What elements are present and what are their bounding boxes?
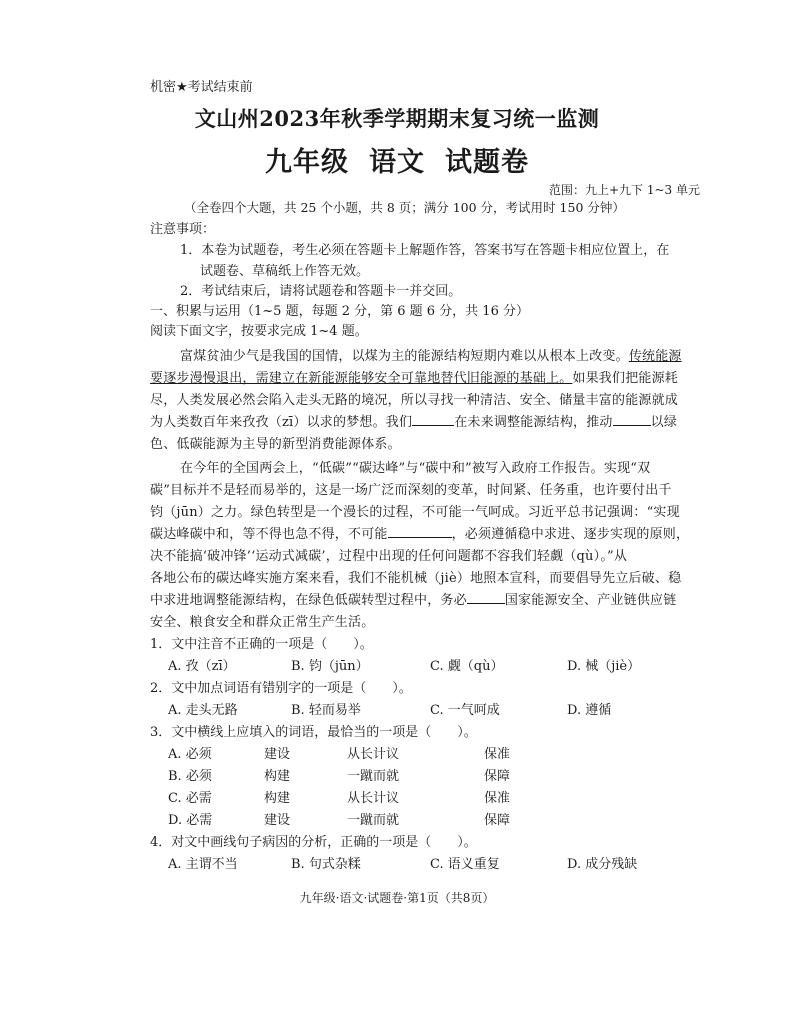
passage-line: 在今年的全国两会上，“低碳”“碳达峰”与“碳中和”被写入政府工作报告。实现“双 xyxy=(180,461,651,476)
question-3-row-c-4: 保准 xyxy=(484,791,511,806)
question-3-row-a-4: 保准 xyxy=(484,747,511,762)
question-3-row-d-4: 保障 xyxy=(484,813,511,828)
question-3-row-d-1: D. 必需 xyxy=(168,813,213,828)
question-2-option-b: B. 轻而易举 xyxy=(291,703,361,718)
confidential-label: 机密★考试结束前 xyxy=(150,80,253,95)
passage-line: 中求进地调整能源结构，在绿色低碳转型过程中，务必 国家能源安全、产业链供应链 xyxy=(150,593,677,608)
subtitle-grade: 九年级 xyxy=(265,147,349,178)
passage-line: 各地公布的碳达峰实施方案来看，我们不能机械（jiè）地照本宣科，而要倡导先立后破、稳 xyxy=(150,571,682,586)
question-4-option-c: C. 语义重复 xyxy=(430,857,500,872)
fill-blank xyxy=(613,413,651,426)
subtitle-type: 试题卷 xyxy=(445,147,529,178)
question-4-stem: 4．对文中画线句子病因的分析，正确的一项是（ ）。 xyxy=(150,835,477,850)
note-1-line-1: 1．本卷为试题卷，考生必须在答题卡上解题作答，答案书写在答题卡相应位置上，在 xyxy=(180,243,670,258)
underlined-sentence: 传统能源 xyxy=(628,349,682,364)
notes-heading: 注意事项： xyxy=(150,222,216,237)
question-3-row-b-3: 一蹴而就 xyxy=(347,769,400,784)
exam-range: 范围：九上+九下 1~3 单元 xyxy=(549,183,701,197)
note-2: 2．考试结束后，请将试题卷和答题卡一并交回。 xyxy=(180,284,462,299)
passage-line: 碳达峰碳中和，等不得也急不得，不可能 ，必须遵循稳中求进、逐步实现的原则， xyxy=(150,527,690,542)
passage-line: 要逐步漫慢退出，需建立在新能源能够安全可靠地替代旧能源的基础上。如果我们把能源耗 xyxy=(150,371,679,386)
question-3-row-d-3: 一蹴而就 xyxy=(347,813,400,828)
question-1-stem: 1．文中注音不正确的一项是（ ）。 xyxy=(150,637,373,652)
subtitle-subject: 语文 xyxy=(369,147,425,178)
question-1-option-a: A. 孜（zī） xyxy=(168,659,236,674)
exam-title: 文山州2023年秋季学期期末复习统一监测 xyxy=(194,106,600,131)
note-1-line-2: 试题卷、草稿纸上作答无效。 xyxy=(200,264,370,279)
passage-line: 安全、粮食安全和群众正常生产生活。 xyxy=(150,615,375,630)
reading-instruction: 阅读下面文字，按要求完成 1~4 题。 xyxy=(150,324,368,339)
question-2-option-d: D. 遵循 xyxy=(567,703,612,718)
question-3-row-b-4: 保障 xyxy=(484,769,511,784)
question-3-row-a-3: 从长计议 xyxy=(347,747,400,762)
question-3-row-a-1: A. 必须 xyxy=(168,747,212,762)
passage-line: 富煤贫油少气是我国的国情，以煤为主的能源结构短期内难以从根本上改变。传统能源 xyxy=(180,349,682,364)
passage-line: 色、低碳能源为主导的新型消费能源体系。 xyxy=(150,437,401,452)
question-4-option-b: B. 句式杂糅 xyxy=(291,857,361,872)
passage-line: 尽，人类发展必然会陷入走头无路的境况，所以寻找一种清洁、安全、储量丰富的能源就成 xyxy=(150,393,679,408)
passage-line: 为人类数百年来孜孜（zī）以求的梦想。我们 在未来调整能源结构，推动 以绿 xyxy=(150,415,678,430)
question-3-row-a-2: 建设 xyxy=(264,747,291,762)
page-footer: 九年级·语文·试题卷·第1页（共8页） xyxy=(299,891,495,905)
passage-line: 决不能搞‘破冲锋’‘运动式减碳’，过程中出现的任何问题都不容我们轻觑（qù）。”从 xyxy=(150,549,628,564)
question-1-option-d: D. 械（jiè） xyxy=(567,659,641,674)
question-2-stem: 2．文中加点词语有错别字的一项是（ ）。 xyxy=(150,681,412,696)
fill-blank xyxy=(467,591,505,604)
question-3-row-c-2: 构建 xyxy=(264,791,291,806)
question-3-row-c-3: 从长计议 xyxy=(347,791,400,806)
question-4-option-d: D. 成分残缺 xyxy=(567,857,638,872)
underlined-sentence: 要逐步漫慢退出，需建立在新能源能够安全可靠地替代旧能源的基础上。 xyxy=(150,371,573,386)
exam-subtitle xyxy=(0,140,794,179)
question-3-row-b-2: 构建 xyxy=(264,769,291,784)
exam-info: （全卷四个大题，共 25 个小题，共 8 页；满分 100 分，考试用时 150 分钟） xyxy=(184,200,625,215)
question-4-option-a: A. 主谓不当 xyxy=(168,857,238,872)
fill-blank xyxy=(388,525,452,538)
question-2-option-a: A. 走头无路 xyxy=(168,703,238,718)
question-3-row-b-1: B. 必须 xyxy=(168,769,212,784)
question-3-row-c-1: C. 必需 xyxy=(168,791,212,806)
question-3-stem: 3．文中横线上应填入的词语，最恰当的一项是（ ）。 xyxy=(150,725,477,740)
question-1-option-b: B. 钧（jūn） xyxy=(291,659,369,674)
question-2-option-c: C. 一气呵成 xyxy=(430,703,500,718)
section-1-heading: 一、积累与运用（1~5 题，每题 2 分，第 6 题 6 分，共 16 分） xyxy=(150,304,529,319)
question-1-option-c: C. 觑（qù） xyxy=(430,659,504,674)
passage-line: 碳”目标并不是轻而易举的，这是一场广泛而深刻的变革，时间紧、任务重，也许要付出千 xyxy=(150,483,672,498)
passage-line: 钧（jūn）之力。绿色转型是一个漫长的过程，不可能一气呵成。习近平总书记强调：“实现 xyxy=(150,505,680,520)
fill-blank xyxy=(412,413,454,426)
question-3-row-d-2: 建设 xyxy=(264,813,291,828)
